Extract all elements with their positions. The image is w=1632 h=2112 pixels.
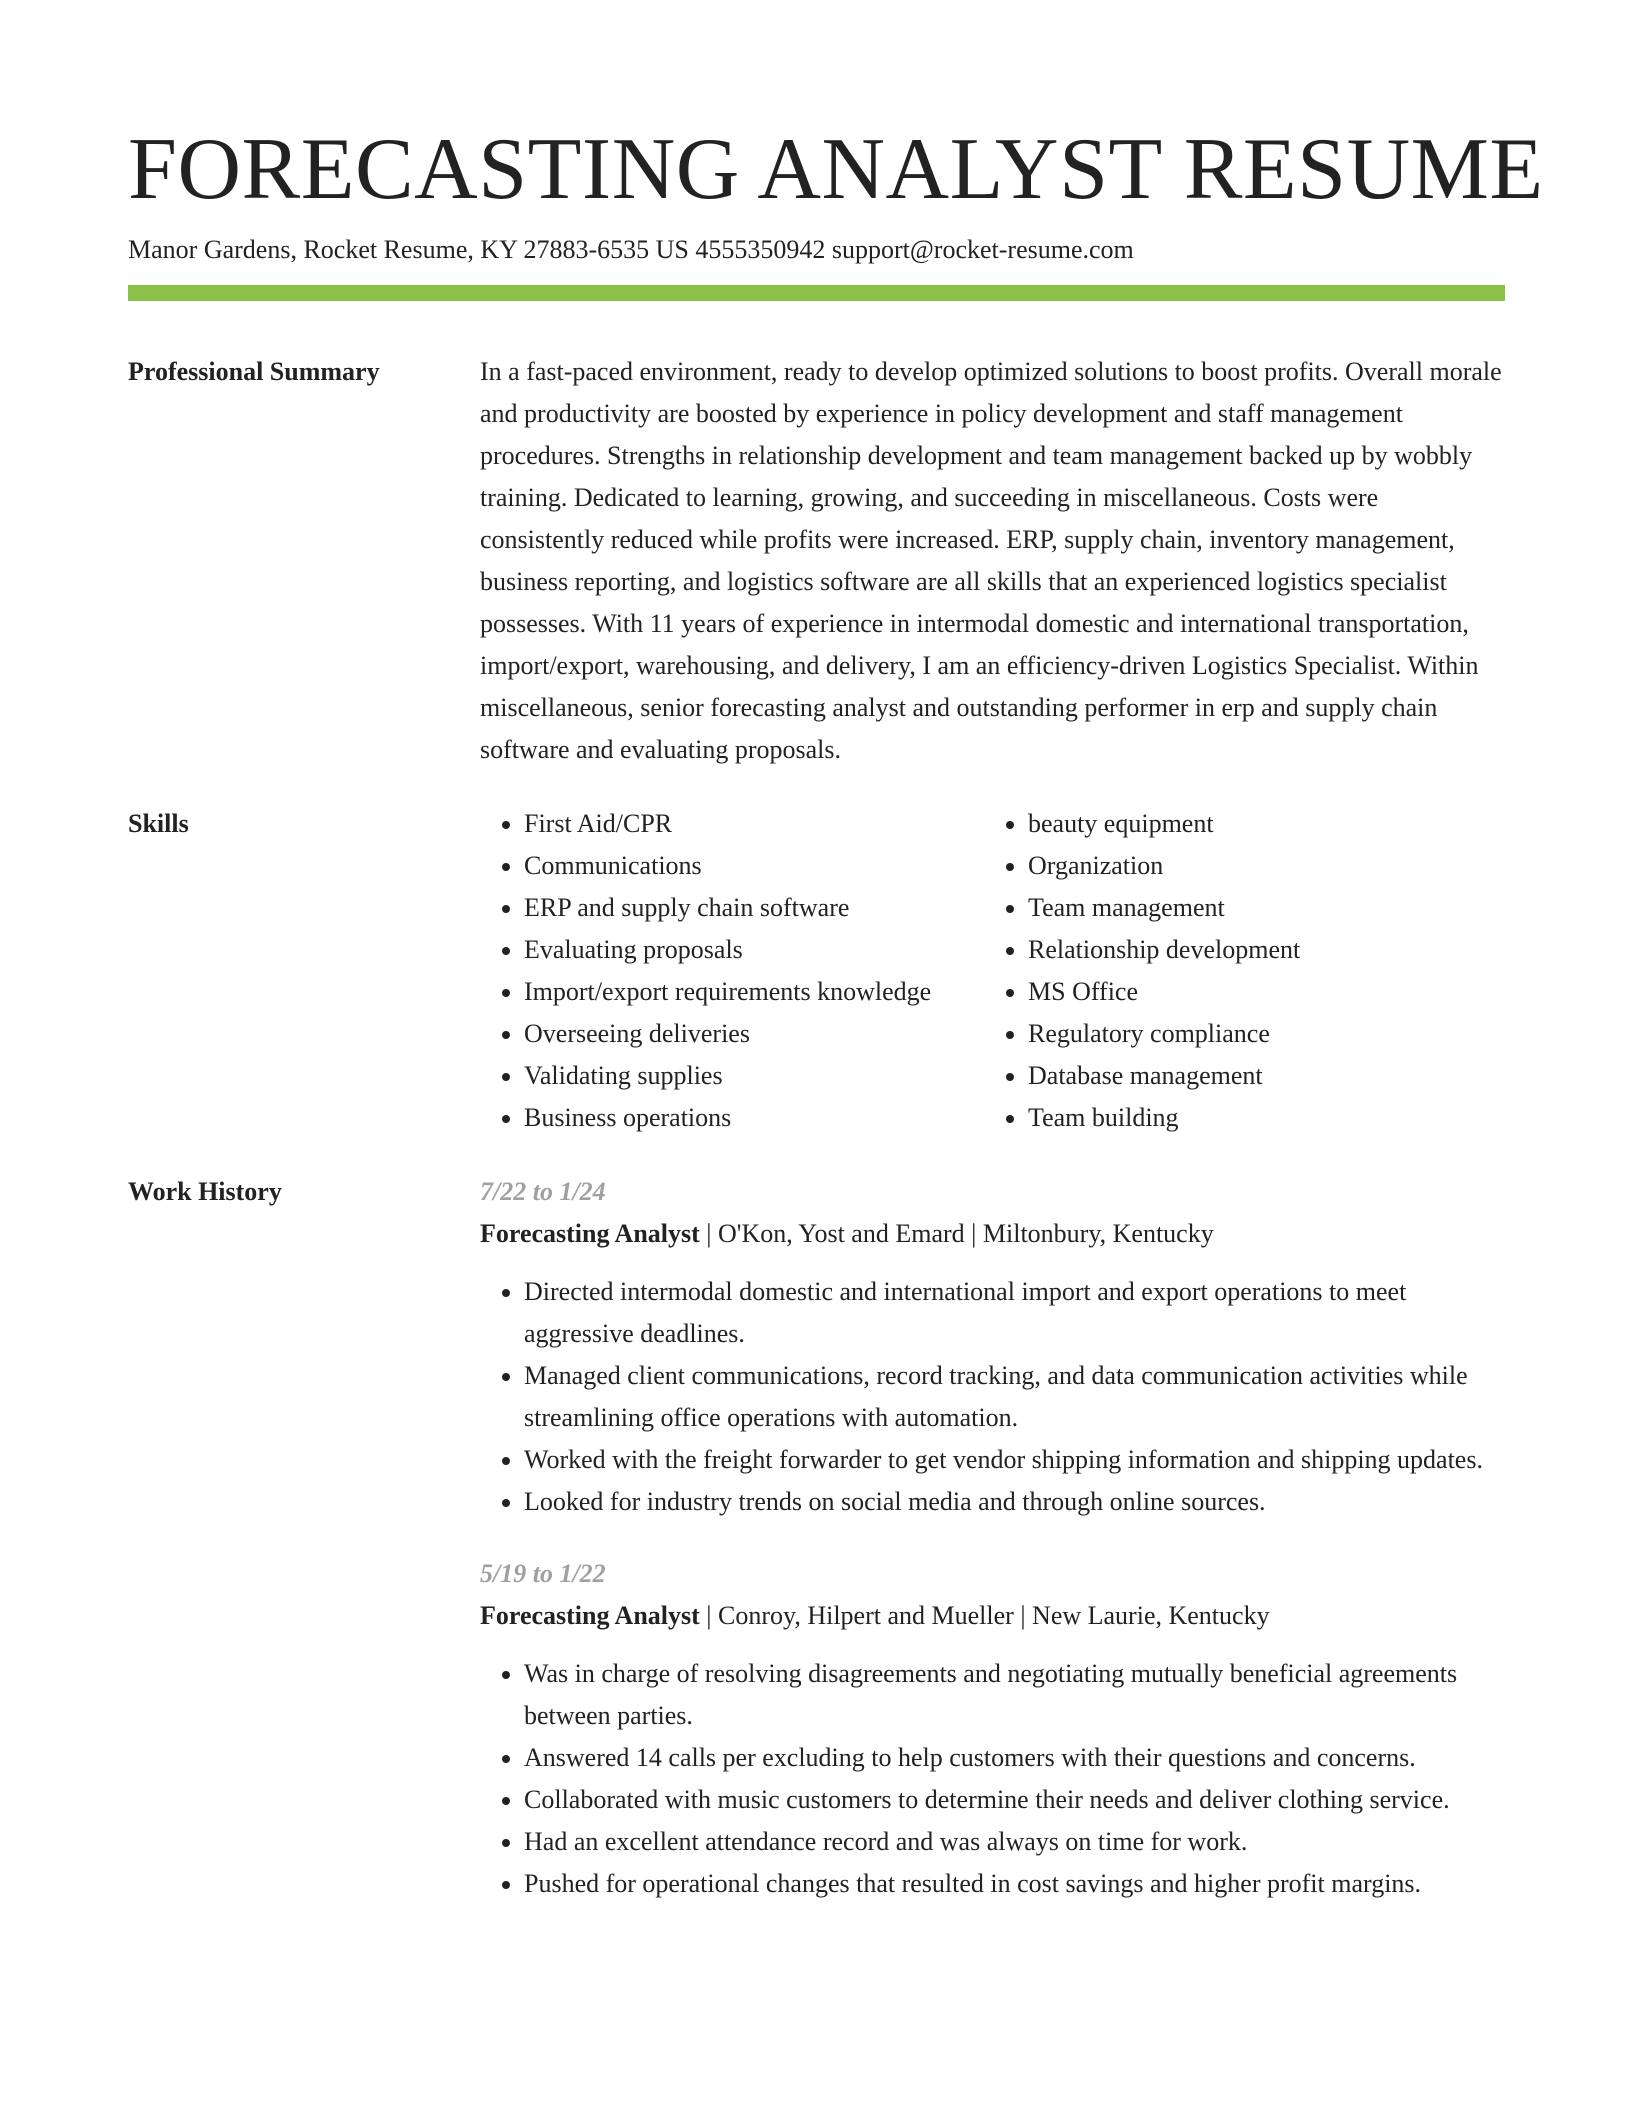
- skill-item: • Evaluating proposals: [524, 929, 984, 971]
- summary-body: [480, 351, 1505, 771]
- skills-grid: [480, 803, 1505, 1139]
- skill-item: • Overseeing deliveries: [524, 1013, 984, 1055]
- job-bullet-list: [480, 1653, 1505, 1905]
- job-header: [480, 1595, 1505, 1637]
- skills-list-right: [984, 803, 1300, 1139]
- contact-email: support@rocket-resume.com: [831, 235, 1134, 264]
- job-dates: 7/22 to 1/24: [480, 1177, 606, 1206]
- skill-item: • Organization: [1028, 845, 1300, 887]
- contact-address: Manor Gardens, Rocket Resume, KY 27883-6535 US: [128, 235, 689, 264]
- skill-item: • MS Office: [1028, 971, 1300, 1013]
- work-history-body: [480, 1171, 1505, 1905]
- skill-item: • ERP and supply chain software: [524, 887, 984, 929]
- skills-section: [128, 803, 1505, 1139]
- skill-item: • beauty equipment: [1028, 803, 1300, 845]
- skill-item: • Validating supplies: [524, 1055, 984, 1097]
- job-bullet: • Collaborated with music customers to determine their needs and deliver clothing service.: [524, 1779, 1505, 1821]
- job-separator: |: [971, 1219, 983, 1248]
- job-bullet-list: [480, 1271, 1505, 1523]
- job-title: Forecasting Analyst: [480, 1601, 700, 1630]
- summary-text: In a fast-paced environment, ready to develop optimized solutions to boost profits. Overall morale and productivity are boosted by experience in policy development and staff management procedures. Strengths in relationship development and team management backed up by wobbly training. Dedicated to learning, growing, and succeeding in miscellaneous. Costs were consistently reduced while profits were increased. ERP, supply chain, inventory management, business reporting, and logistics software are all skills that an experienced logistics specialist possesses. With 11 years of experience in intermodal domestic and international transportation, import/export, warehousing, and delivery, I am an efficiency-driven Logistics Specialist. Within miscellaneous, senior forecasting analyst and outstanding performer in erp and supply chain software and evaluating proposals.: [480, 357, 1502, 764]
- job-dates: 5/19 to 1/22: [480, 1559, 606, 1588]
- job-company: Conroy, Hilpert and Mueller: [718, 1601, 1014, 1630]
- job-bullet: • Had an excellent attendance record and was always on time for work.: [524, 1821, 1505, 1863]
- skill-item: • Team building: [1028, 1097, 1300, 1139]
- job-header: [480, 1213, 1505, 1255]
- job-location: New Laurie, Kentucky: [1032, 1601, 1270, 1630]
- job-bullet: • Managed client communications, record tracking, and data communication activities while streamlining office operations with automation.: [524, 1355, 1505, 1439]
- skills-list-left: [480, 803, 984, 1139]
- skill-item: • Team management: [1028, 887, 1300, 929]
- job-location: Miltonbury, Kentucky: [982, 1219, 1214, 1248]
- job-entry: [480, 1553, 1505, 1905]
- contact-phone: 4555350942: [695, 235, 826, 264]
- section-label-summary: Professional Summary: [128, 357, 380, 386]
- skill-item: • Regulatory compliance: [1028, 1013, 1300, 1055]
- job-bullet: • Directed intermodal domestic and international import and export operations to meet aggressive deadlines.: [524, 1271, 1505, 1355]
- section-label-skills: Skills: [128, 809, 189, 838]
- job-company: O'Kon, Yost and Emard: [718, 1219, 965, 1248]
- job-separator: |: [1020, 1601, 1033, 1630]
- resume-page: [128, 118, 1544, 1905]
- job-bullet: • Answered 14 calls per excluding to help customers with their questions and concerns.: [524, 1737, 1505, 1779]
- work-history-section: [128, 1171, 1505, 1905]
- header-divider: [128, 285, 1505, 301]
- skill-item: • First Aid/CPR: [524, 803, 984, 845]
- skill-item: • Communications: [524, 845, 984, 887]
- skill-item: • Database management: [1028, 1055, 1300, 1097]
- contact-line: [128, 232, 1505, 268]
- skill-item: • Import/export requirements knowledge: [524, 971, 984, 1013]
- job-entry: [480, 1171, 1505, 1523]
- job-title: Forecasting Analyst: [480, 1219, 700, 1248]
- skill-item: • Relationship development: [1028, 929, 1300, 971]
- job-bullet: • Pushed for operational changes that resulted in cost savings and higher profit margins.: [524, 1863, 1505, 1905]
- job-bullet: • Was in charge of resolving disagreements and negotiating mutually beneficial agreements between parties.: [524, 1653, 1505, 1737]
- skill-item: • Business operations: [524, 1097, 984, 1139]
- job-bullet: • Looked for industry trends on social media and through online sources.: [524, 1481, 1505, 1523]
- resume-title: FORECASTING ANALYST RESUME: [128, 121, 1544, 218]
- job-separator: |: [706, 1601, 719, 1630]
- professional-summary-section: [128, 351, 1505, 771]
- job-bullet: • Worked with the freight forwarder to get vendor shipping information and shipping updates.: [524, 1439, 1505, 1481]
- job-separator: |: [706, 1219, 719, 1248]
- section-label-work-history: Work History: [128, 1177, 282, 1206]
